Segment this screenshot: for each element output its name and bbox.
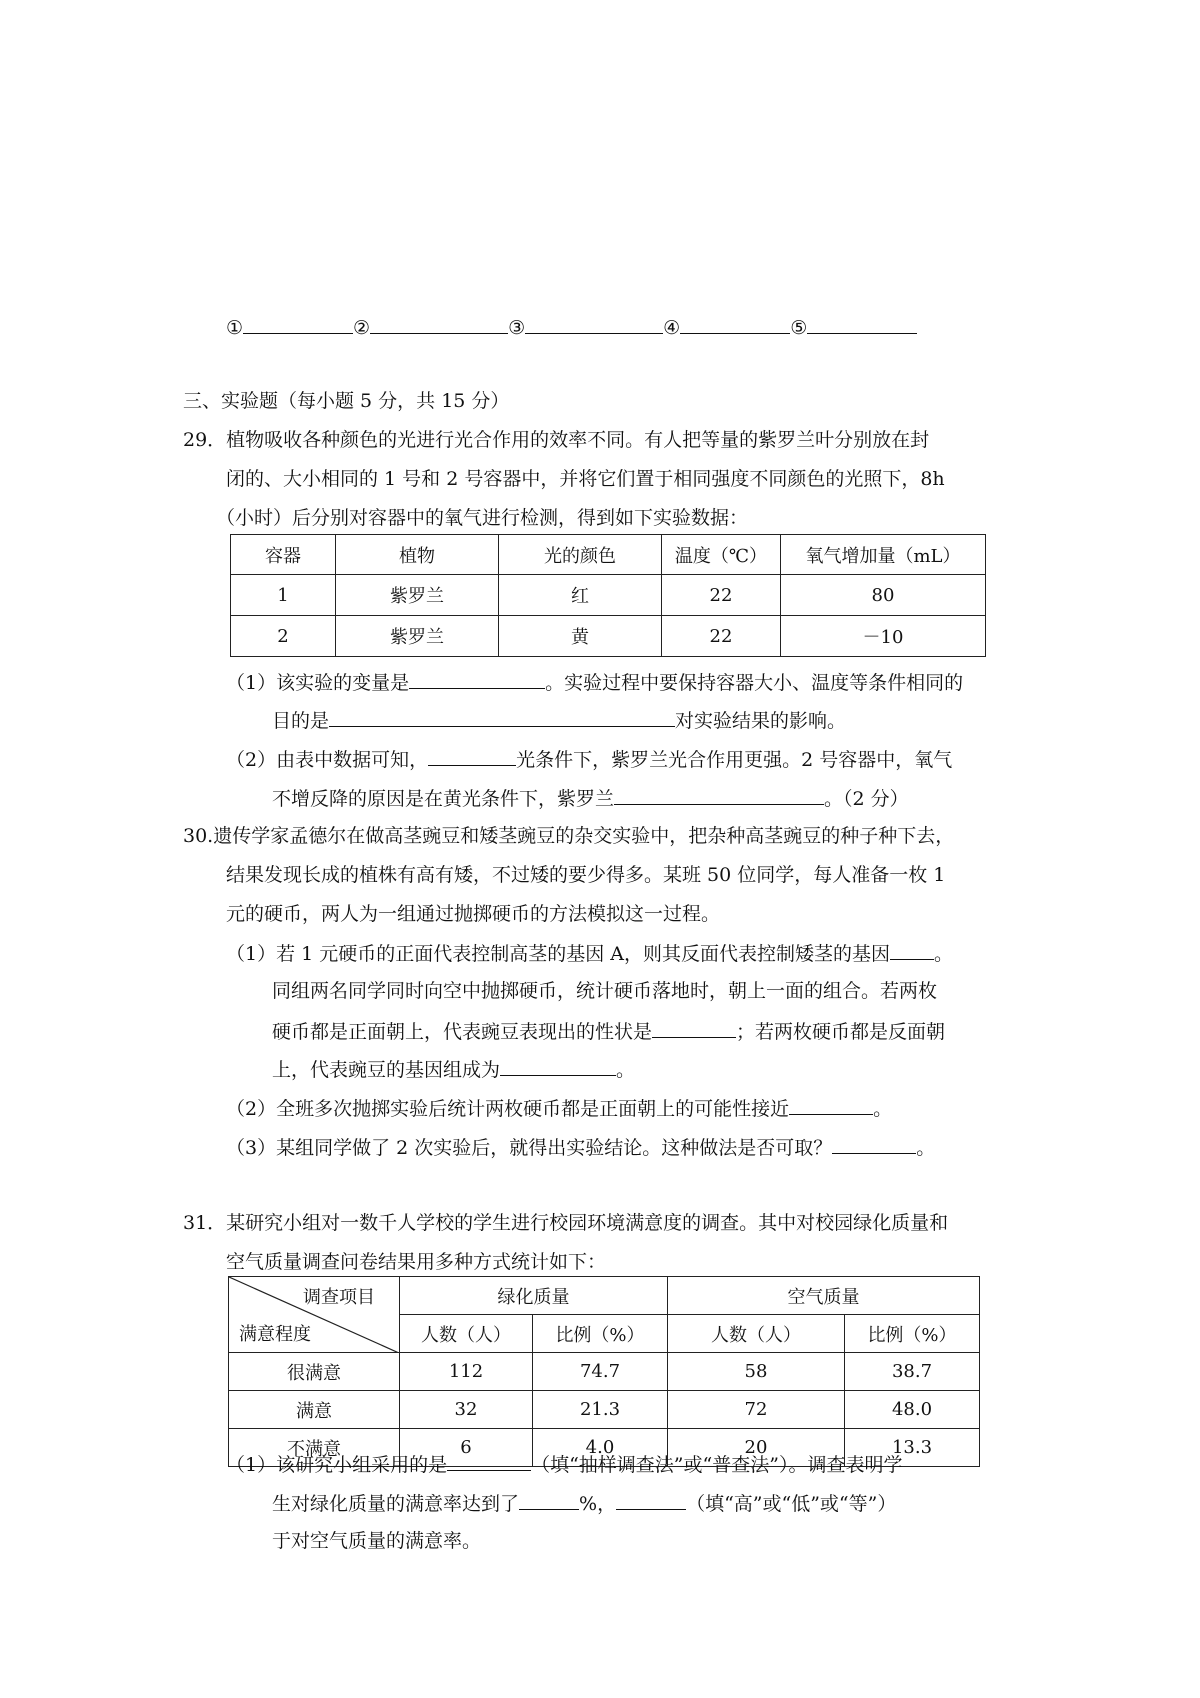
table-subheader-cell: 人数（人）: [400, 1315, 533, 1353]
table-cell: 21.3: [533, 1391, 668, 1429]
q29-data-table: [230, 534, 986, 657]
q30-sub1-line-2: 同组两名同学同时向空中抛掷硬币，统计硬币落地时，朝上一面的组合。若两枚: [272, 980, 938, 1002]
q30-sub2-period: 。: [873, 1098, 893, 1120]
table-cell: 黄: [499, 616, 662, 657]
q30-sub3: [226, 1133, 935, 1161]
q29-reason-text-cont: 。（2 分）: [824, 788, 909, 810]
table-subheader-cell: 比例（%）: [533, 1315, 668, 1353]
answer-blank-4[interactable]: [680, 313, 790, 334]
q31-rate-text: 生对绿化质量的满意率达到了: [272, 1493, 520, 1515]
answer-blank-5[interactable]: [807, 313, 917, 334]
q29-line-2: 闭的、大小相同的 1 号和 2 号容器中，并将它们置于相同强度不同颜色的光照下，8h: [226, 468, 945, 490]
q29-sub2-text-cont: 光条件下，紫罗兰光合作用更强。2 号容器中，氧气: [516, 749, 953, 771]
answer-label-2: ②: [353, 317, 371, 339]
q31-compare-blank[interactable]: [616, 1489, 686, 1510]
q31-line-1: 31．某研究小组对一数千人学校的学生进行校园环境满意度的调查。其中对校园绿化质量和: [183, 1212, 949, 1234]
q29-sub1-text-cont: 。实验过程中要保持容器大小、温度等条件相同的: [545, 672, 964, 694]
table-cell: －10: [781, 616, 986, 657]
q30-sub1-line-1: [226, 939, 953, 967]
q29-sub1-text: （1）该实验的变量是: [226, 672, 410, 694]
table-cell: 58: [668, 1353, 845, 1391]
table-row: [231, 616, 986, 657]
q30-gene-blank[interactable]: [890, 939, 934, 960]
q29-purpose-text: 目的是: [272, 710, 330, 732]
q31-compare-text: （填“高”或“低”或“等”）: [686, 1493, 897, 1515]
table-cell: 112: [400, 1353, 533, 1391]
table-header-cell: 氧气增加量（mL）: [781, 535, 986, 575]
table-group-header: 绿化质量: [400, 1277, 668, 1315]
table-cell: 22: [662, 616, 781, 657]
q31-survey-table: [228, 1276, 980, 1467]
table-cell: 20: [668, 1429, 845, 1467]
corner-bottom-label: 满意程度: [239, 1324, 311, 1345]
table-row: [229, 1353, 980, 1391]
table-row: [231, 575, 986, 616]
q30-line-3: 元的硬币，两人为一组通过抛掷硬币的方法模拟这一过程。: [226, 903, 721, 925]
section-heading: 三、实验题（每小题 5 分，共 15 分）: [183, 390, 510, 412]
table-cell: 32: [400, 1391, 533, 1429]
answer-label-5: ⑤: [790, 317, 808, 339]
q29-sub1-line-1: [226, 668, 963, 696]
q30-sub1-period: 。: [934, 943, 954, 965]
table-row: [229, 1391, 980, 1429]
table-cell: 13.3: [845, 1429, 980, 1467]
answer-blank-3[interactable]: [525, 313, 663, 334]
table-cell: 48.0: [845, 1391, 980, 1429]
q29-sub1-line-2: [272, 706, 846, 734]
q30-trait-blank[interactable]: [652, 1017, 736, 1038]
table-cell: 72: [668, 1391, 845, 1429]
q30-sub2: [226, 1094, 892, 1122]
q30-sub3-text: （3）某组同学做了 2 次实验后，就得出实验结论。这种做法是否可取？: [226, 1137, 833, 1159]
table-cell: 2: [231, 616, 336, 657]
q30-sub3-period: 。: [916, 1137, 936, 1159]
table-cell: 红: [499, 575, 662, 616]
q29-reason-text: 不增反降的原因是在黄光条件下，紫罗兰: [272, 788, 615, 810]
q29-sub2-line-1: [226, 745, 952, 773]
q29-line-3: （小时）后分别对容器中的氧气进行检测，得到如下实验数据：: [216, 507, 749, 529]
table-cell: 22: [662, 575, 781, 616]
table-subheader-cell: 人数（人）: [668, 1315, 845, 1353]
answer-label-4: ④: [663, 317, 681, 339]
previous-answer-blanks: [226, 313, 917, 341]
table-group-header: 空气质量: [668, 1277, 980, 1315]
corner-top-label: 调查项目: [303, 1287, 375, 1308]
table-cell: 满意: [229, 1391, 400, 1429]
q31-method-text-cont: （填“抽样调查法”或“普查法”）。调查表明学: [531, 1454, 903, 1476]
answer-blank-1[interactable]: [243, 313, 353, 334]
table-cell: 很满意: [229, 1353, 400, 1391]
q29-purpose-text-cont: 对实验结果的影响。: [675, 710, 847, 732]
table-cell: 不满意: [229, 1429, 400, 1467]
q31-sub1-line-3: 于对空气质量的满意率。: [272, 1530, 482, 1552]
q30-line-1: 30.遗传学家孟德尔在做高茎豌豆和矮茎豌豆的杂交实验中，把杂种高茎豌豆的种子种下去，: [183, 825, 955, 847]
table-cell: 6: [400, 1429, 533, 1467]
table-cell: 1: [231, 575, 336, 616]
q30-probability-blank[interactable]: [789, 1094, 873, 1115]
q30-trait-text-cont: ；若两枚硬币都是反面朝: [736, 1021, 946, 1043]
q30-genotype-text: 上，代表豌豆的基因组成为: [272, 1059, 501, 1081]
q30-sub1-text: （1）若 1 元硬币的正面代表控制高茎的基因 A，则其反面代表控制矮茎的基因: [226, 943, 891, 965]
q30-line-2: 结果发现长成的植株有高有矮，不过矮的要少得多。某班 50 位同学，每人准备一枚 1: [226, 864, 946, 886]
q30-sub1-line-3: [272, 1017, 945, 1045]
answer-blank-2[interactable]: [370, 313, 508, 334]
q30-trait-text: 硬币都是正面朝上，代表豌豆表现出的性状是: [272, 1021, 653, 1043]
q31-line-2: 空气质量调查问卷结果用多种方式统计如下：: [226, 1251, 607, 1273]
table-corner-header: [229, 1277, 400, 1353]
q31-sub1-line-2: [272, 1489, 896, 1517]
q30-sub2-text: （2）全班多次抛掷实验后统计两枚硬币都是正面朝上的可能性接近: [226, 1098, 790, 1120]
table-cell: 80: [781, 575, 986, 616]
table-header-cell: 温度（℃）: [662, 535, 781, 575]
q31-percent-text: %，: [579, 1493, 617, 1515]
table-cell: 4.0: [533, 1429, 668, 1467]
q30-genotype-blank[interactable]: [500, 1055, 616, 1076]
q30-genotype-period: 。: [616, 1059, 636, 1081]
q31-method-blank[interactable]: [447, 1450, 531, 1471]
table-cell: 紫罗兰: [336, 616, 499, 657]
table-header-cell: 光的颜色: [499, 535, 662, 575]
q31-rate-blank[interactable]: [519, 1489, 579, 1510]
table-cell: 38.7: [845, 1353, 980, 1391]
q29-purpose-blank[interactable]: [329, 706, 675, 727]
answer-label-1: ①: [226, 317, 244, 339]
table-cell: 紫罗兰: [336, 575, 499, 616]
q30-acceptable-blank[interactable]: [832, 1133, 916, 1154]
q29-sub2-text: （2）由表中数据可知，: [226, 749, 429, 771]
q30-sub1-line-4: [272, 1055, 635, 1083]
table-subheader-cell: 比例（%）: [845, 1315, 980, 1353]
q29-light-blank[interactable]: [428, 745, 516, 766]
table-header-cell: 植物: [336, 535, 499, 575]
q29-sub2-line-2: [272, 784, 909, 812]
table-header-cell: 容器: [231, 535, 336, 575]
q29-reason-blank[interactable]: [614, 784, 824, 805]
answer-label-3: ③: [508, 317, 526, 339]
table-cell: 74.7: [533, 1353, 668, 1391]
q31-sub1-line-1: [226, 1450, 902, 1478]
q29-variable-blank[interactable]: [409, 668, 545, 689]
q31-method-text: （1）该研究小组采用的是: [226, 1454, 448, 1476]
q29-line-1: 29．植物吸收各种颜色的光进行光合作用的效率不同。有人把等量的紫罗兰叶分别放在封: [183, 429, 930, 451]
